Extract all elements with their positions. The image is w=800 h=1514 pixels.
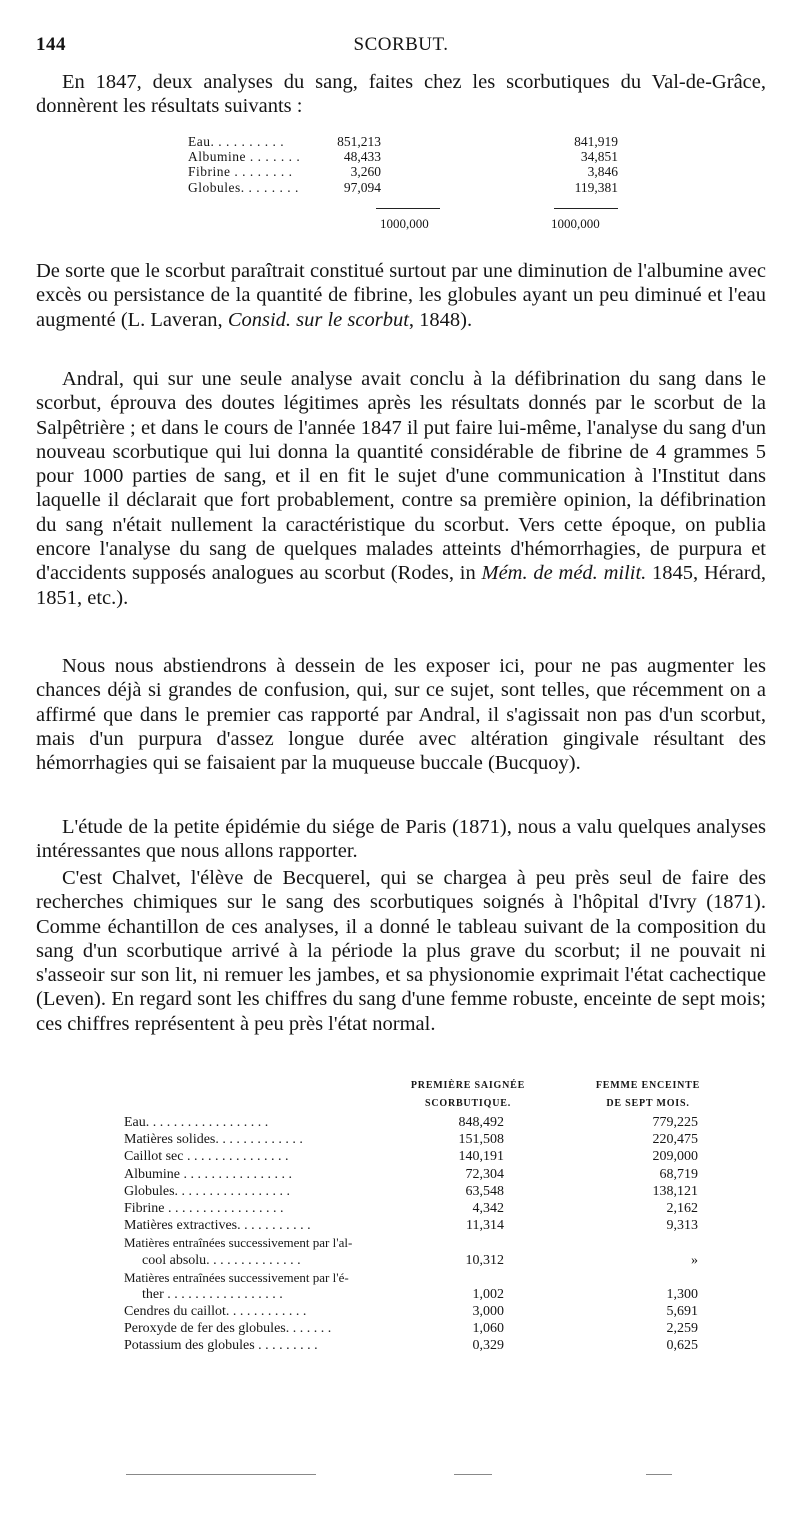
total-analysis-2: 1000,000 xyxy=(551,216,600,231)
value-analysis-2: 34,851 xyxy=(580,149,618,165)
row-label: Matières extractives. . . . . . . . . . . xyxy=(124,1218,311,1234)
table-row xyxy=(124,1320,698,1337)
blood-composition-table-2 xyxy=(124,1114,698,1355)
paragraph-2 xyxy=(36,259,766,332)
value-pregnant: 5,691 xyxy=(666,1304,698,1320)
row-label: Potassium des globules . . . . . . . . . xyxy=(124,1338,318,1354)
faded-bottom-rule xyxy=(454,1474,492,1475)
value-pregnant: » xyxy=(691,1252,698,1268)
value-scorbutic: 11,314 xyxy=(466,1218,504,1234)
value-pregnant: 779,225 xyxy=(652,1115,698,1130)
row-label: Eau. . . . . . . . . . . . . . . . . . xyxy=(124,1115,269,1130)
table-row xyxy=(124,1269,684,1286)
paragraph-2-text: De sorte que le scorbut paraîtrait constitué surtout par une diminution de l'albumine avec excès ou persistance de la quantité de fibrine, les globules ayant un peu diminué et l'eau augmenté (L. Laveran, xyxy=(36,260,766,331)
value-scorbutic: 0,329 xyxy=(472,1338,504,1354)
row-label: Cendres du caillot. . . . . . . . . . . . xyxy=(124,1304,307,1320)
table-row xyxy=(124,1303,698,1320)
table-row xyxy=(124,1234,684,1251)
row-label: Albumine . . . . . . . xyxy=(188,149,301,165)
table-row xyxy=(124,1114,698,1131)
value-scorbutic: 1,002 xyxy=(472,1286,504,1302)
value-pregnant: 138,121 xyxy=(652,1183,698,1199)
value-analysis-2: 119,381 xyxy=(574,179,618,195)
value-scorbutic: 140,191 xyxy=(458,1149,504,1165)
paragraph-3-text: Andral, qui sur une seule analyse avait conclu à la défibrination du sang dans le scorbut, éprouva des doutes légitimes après les résultats donnés par le scorbut de la Salpêtrière ; et dans le cours de l'année 1847 il put faire lui-même, l'analyse du sang d'un nouveau scorbutique qui lui donna la quantité considérable de fibrine de 4 grammes 5 pour 1000 parties de sang, et il en fit le sujet d'une communication à l'Institut dans laquelle il déclarait que fort probablement, contre sa première opinion, la défibrination du sang n'était nullement la caractéristique du scorbut. Vers cette époque, on publia encore l'analyse du sang de quelques malades atteints d'hémorrhagies, de purpura et d'accidents supposés analogues au scorbut (Rodes, in xyxy=(36,368,766,585)
value-analysis-1: 3,260 xyxy=(350,164,381,180)
value-scorbutic: 4,342 xyxy=(472,1200,504,1216)
value-pregnant: 2,259 xyxy=(666,1321,698,1337)
column-header-scorbutic xyxy=(406,1077,530,1113)
value-scorbutic: 3,000 xyxy=(472,1304,504,1320)
table-row xyxy=(124,1200,698,1217)
column-header-pregnant xyxy=(586,1077,710,1113)
table-row xyxy=(124,1183,698,1200)
column-header-line: PREMIÈRE SAIGNÉE xyxy=(410,1080,526,1091)
table-row xyxy=(124,1337,698,1354)
paragraph-6: C'est Chalvet, l'élève de Becquerel, qui se chargea à peu près seul de faire des recherches chimiques sur le sang des scorbutiques soignés à l'hôpital d'Ivry (1871). Comme échantillon de ces analyses, il a donné le tableau suivant de la composition du sang d'un scorbutique arrivé à la période la plus grave du scorbut; il ne pouvait ni s'asseoir sur son lit, ni remuer les jambes, et sa physionomie exprimait l'état cachectique (Leven). En regard sont les chiffres du sang d'une femme robuste, enceinte de sept mois; ces chiffres représentent à peu près l'état normal. xyxy=(36,867,766,1035)
paragraph-3 xyxy=(36,367,766,610)
row-label: Peroxyde de fer des globules. . . . . . . xyxy=(124,1321,332,1337)
row-label: Matières solides. . . . . . . . . . . . . xyxy=(124,1132,303,1148)
total-rule-2 xyxy=(554,208,618,209)
table-row xyxy=(124,1252,698,1269)
paragraph-2-end: , 1848). xyxy=(408,308,473,331)
table-row xyxy=(188,134,628,149)
value-pregnant: 1,300 xyxy=(666,1286,698,1302)
row-label: Globules. . . . . . . . xyxy=(188,179,299,195)
column-header-line: FEMME ENCEINTE xyxy=(595,1080,701,1091)
value-analysis-1: 97,094 xyxy=(343,179,381,195)
paragraph-5: L'étude de la petite épidémie du siége de Paris (1871), nous a valu quelques analyses intéressantes que nous allons rapporter. xyxy=(36,816,766,863)
citation-journal: Mém. de méd. milit. xyxy=(481,562,647,585)
value-pregnant: 209,000 xyxy=(652,1149,698,1165)
table-row xyxy=(124,1166,698,1183)
row-label: Caillot sec . . . . . . . . . . . . . . . xyxy=(124,1149,289,1165)
row-label: Matières entraînées successivement par l'al- xyxy=(124,1235,353,1251)
total-rule-1 xyxy=(376,208,440,209)
value-analysis-1: 851,213 xyxy=(337,134,381,149)
value-scorbutic: 1,060 xyxy=(472,1321,504,1337)
table-row xyxy=(124,1217,698,1234)
paragraph-3-end: 1845, Hérard, 1851, etc.). xyxy=(36,562,766,609)
blood-analysis-table-1 xyxy=(188,134,628,231)
paragraph-1: En 1847, deux analyses du sang, faites chez les scorbutiques du Val-de-Grâce, donnèrent les résultats suivants : xyxy=(36,71,766,118)
table-row xyxy=(188,164,628,179)
value-scorbutic: 151,508 xyxy=(458,1132,504,1148)
table-row xyxy=(124,1131,698,1148)
value-analysis-2: 3,846 xyxy=(587,164,618,180)
page-header xyxy=(36,34,766,58)
citation-title: Consid. sur le scorbut xyxy=(227,308,409,331)
table-row xyxy=(188,149,628,164)
table-row xyxy=(124,1286,698,1303)
faded-bottom-rule xyxy=(646,1474,672,1475)
table-row xyxy=(124,1148,698,1165)
column-header-line: DE SEPT MOIS. xyxy=(606,1098,690,1109)
value-scorbutic: 848,492 xyxy=(458,1115,504,1130)
row-label: Fibrine . . . . . . . . xyxy=(188,164,293,180)
value-scorbutic: 10,312 xyxy=(465,1252,504,1268)
value-scorbutic: 63,548 xyxy=(465,1183,504,1199)
row-label: Eau. . . . . . . . . . xyxy=(188,134,285,149)
column-header-line: SCORBUTIQUE. xyxy=(424,1098,511,1109)
value-scorbutic: 72,304 xyxy=(465,1166,504,1182)
value-analysis-1: 48,433 xyxy=(343,149,381,165)
total-analysis-1: 1000,000 xyxy=(380,216,429,231)
faded-bottom-rule xyxy=(126,1474,316,1475)
row-label: Fibrine . . . . . . . . . . . . . . . . . xyxy=(124,1200,284,1216)
value-pregnant: 68,719 xyxy=(659,1166,698,1182)
running-title: SCORBUT. xyxy=(353,34,449,55)
value-analysis-2: 841,919 xyxy=(574,134,618,149)
row-label: Albumine . . . . . . . . . . . . . . . . xyxy=(124,1166,292,1182)
row-label: Matières entraînées successivement par l'é- xyxy=(124,1269,349,1285)
value-pregnant: 0,625 xyxy=(666,1338,698,1354)
value-pregnant: 9,313 xyxy=(666,1218,698,1234)
paragraph-4: Nous nous abstiendrons à dessein de les exposer ici, pour ne pas augmenter les chances déjà si grandes de confusion, qui, sur ce sujet, sont telles, que récemment on a affirmé que dans le premier cas rapporté par Andral, il s'agissait non pas d'un scorbut, mais d'un purpura d'assez longue durée avec altération gingivale résultant des hémorrhagies qui se faisaient par la muqueuse buccale (Bucquoy). xyxy=(36,655,766,775)
value-pregnant: 2,162 xyxy=(666,1200,698,1216)
row-label: ther . . . . . . . . . . . . . . . . . xyxy=(142,1286,283,1302)
table-row xyxy=(188,180,628,195)
page-number: 144 xyxy=(36,34,66,55)
value-pregnant: 220,475 xyxy=(652,1132,698,1148)
row-label: cool absolu. . . . . . . . . . . . . . xyxy=(142,1252,301,1268)
row-label: Globules. . . . . . . . . . . . . . . . . xyxy=(124,1183,291,1199)
